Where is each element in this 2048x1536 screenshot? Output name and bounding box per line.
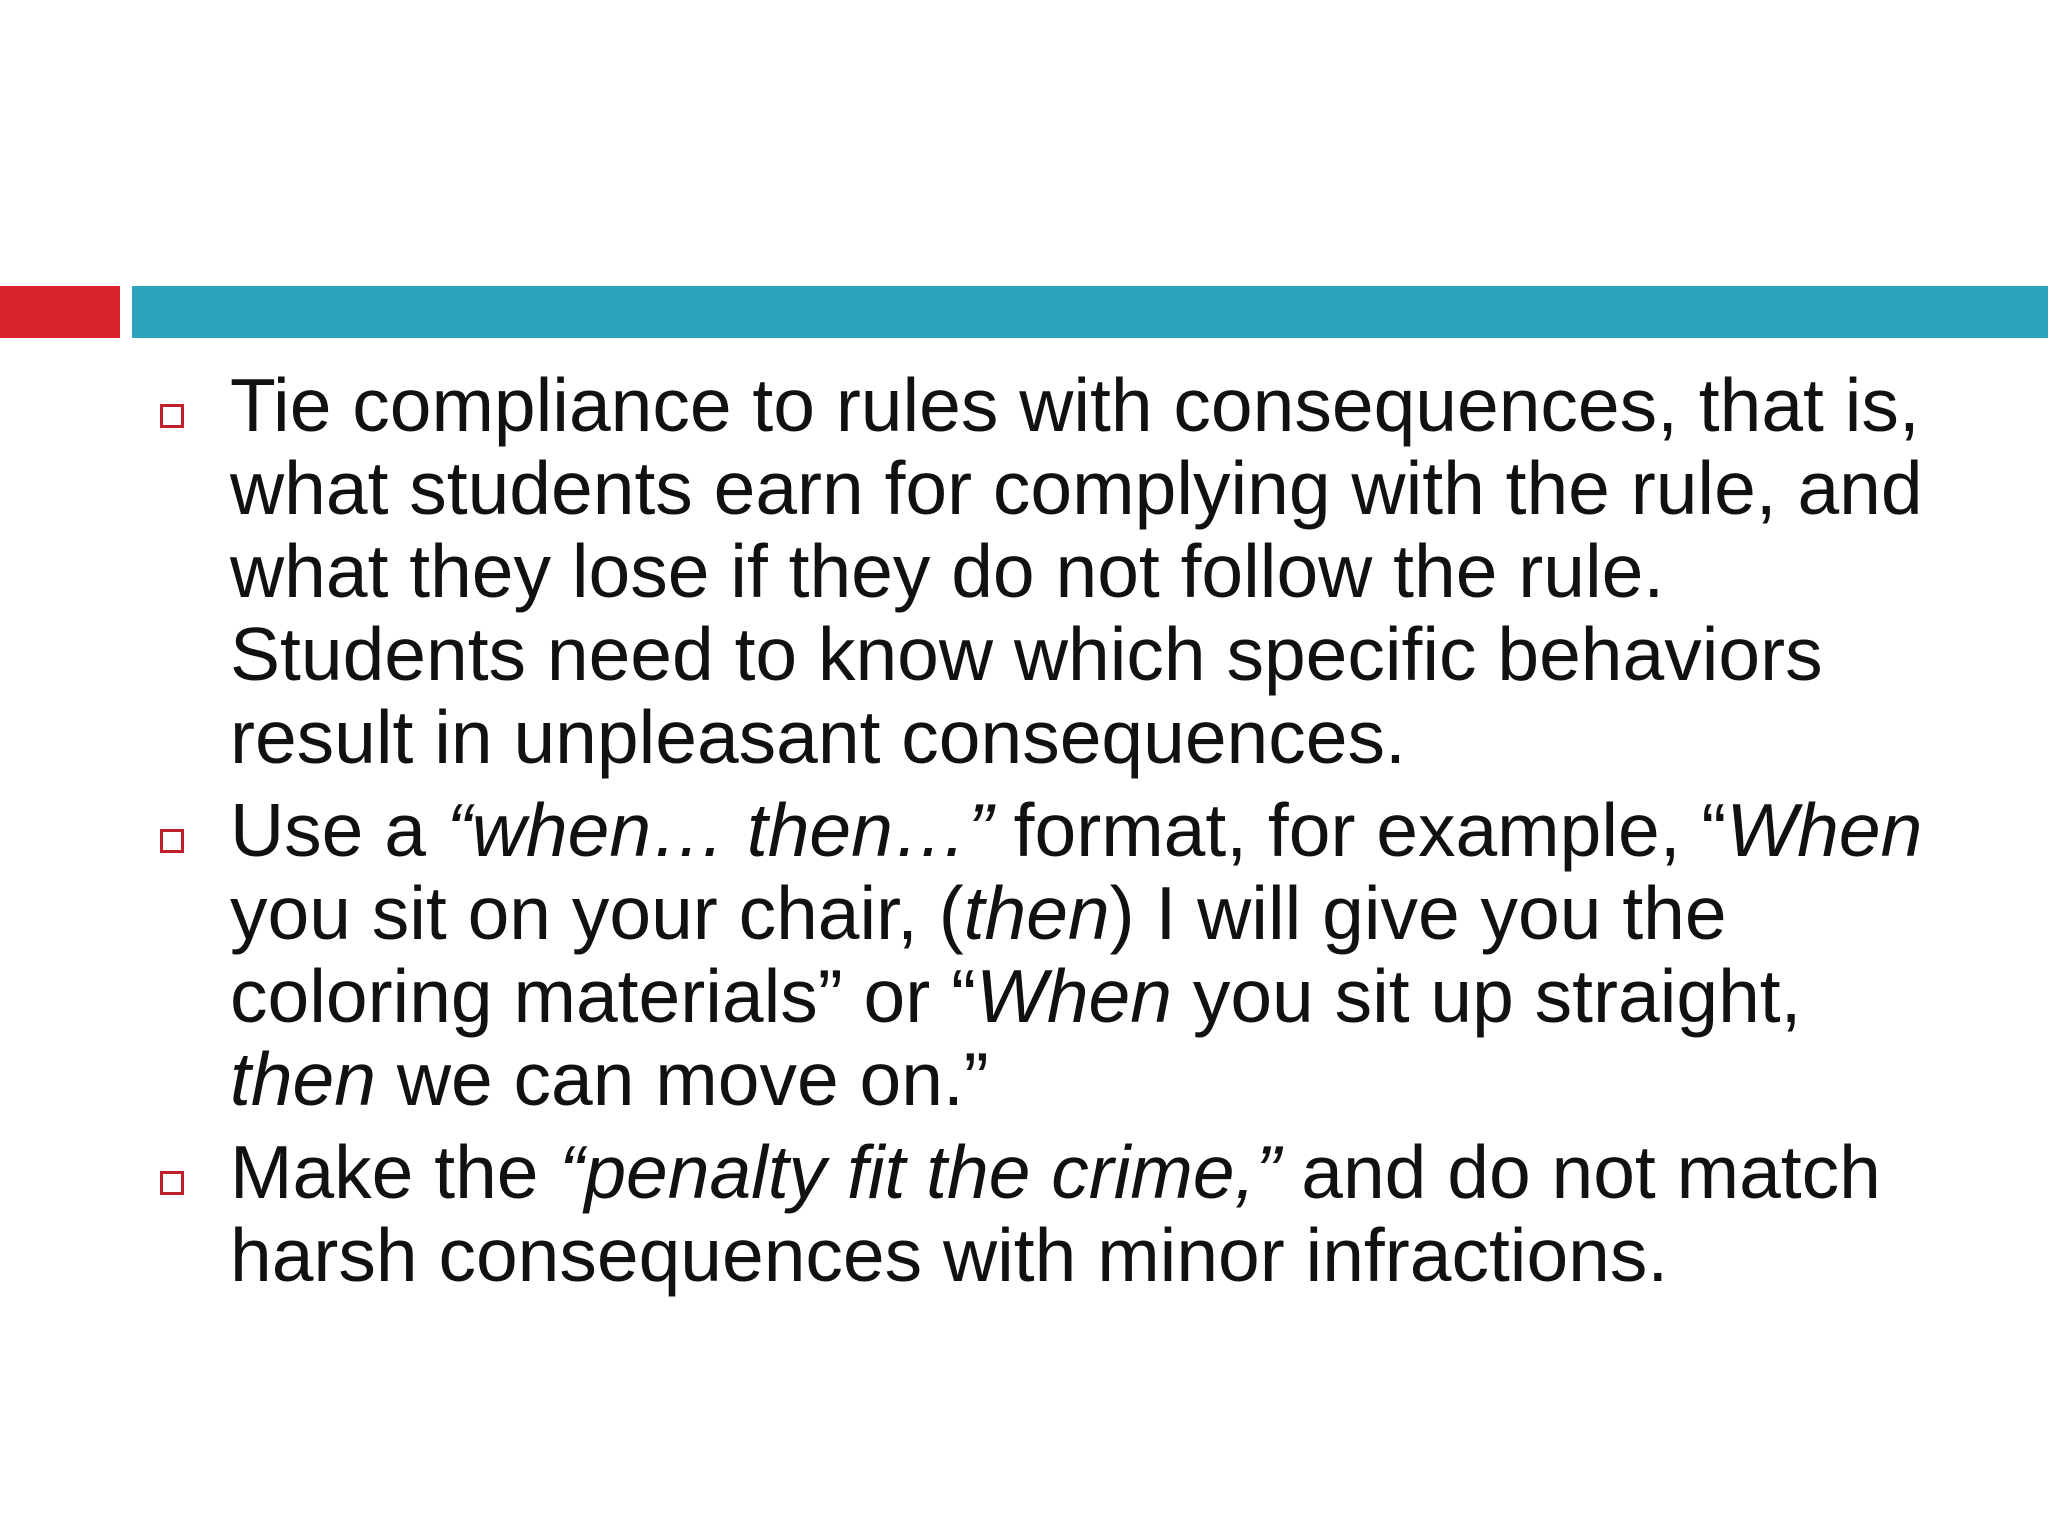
bullet-item-when-then: [160, 789, 1940, 1121]
header-accent-red-bar: [0, 286, 120, 338]
bullet-text-emphasis: “penalty fit the crime,”: [559, 1130, 1281, 1214]
bullet-text-segment: Use a: [230, 788, 447, 872]
bullet-list: [160, 364, 1940, 1307]
bullet-text-emphasis: then: [963, 871, 1110, 955]
bullet-text-segment: you sit up straight,: [1171, 954, 1802, 1038]
bullet-text-segment: and do not match harsh consequences with minor infractions.: [230, 1130, 1881, 1297]
bullet-text: [230, 1130, 1881, 1297]
bullet-text-segment: ) I will give you the coloring materials” or “: [230, 871, 1727, 1038]
bullet-text-segment: Make the: [230, 1130, 560, 1214]
bullet-text-segment: we can move on.”: [375, 1037, 989, 1121]
bullet-item-consequences: [160, 364, 1940, 779]
bullet-text-emphasis: When: [976, 954, 1172, 1038]
bullet-text: [230, 363, 1923, 779]
bullet-text-segment: format, for example, “: [992, 788, 1727, 872]
header-accent-teal-bar: [132, 286, 2048, 338]
bullet-item-penalty: [160, 1131, 1940, 1297]
bullet-text-emphasis: “when… then…”: [446, 788, 993, 872]
bullet-text: [230, 788, 1922, 1121]
bullet-text-segment: you sit on your chair, (: [230, 871, 964, 955]
hollow-square-icon: [160, 1171, 184, 1195]
bullet-text-emphasis: then: [230, 1037, 376, 1121]
hollow-square-icon: [160, 404, 184, 428]
bullet-text-segment: Tie compliance to rules with consequences, that is, what students earn for complying with the rule, and what they lose if they do not follow the rule. Students need to know which specific behaviors result in unpleasant consequences.: [230, 363, 1923, 779]
bullet-text-emphasis: When: [1726, 788, 1923, 872]
hollow-square-icon: [160, 829, 184, 853]
